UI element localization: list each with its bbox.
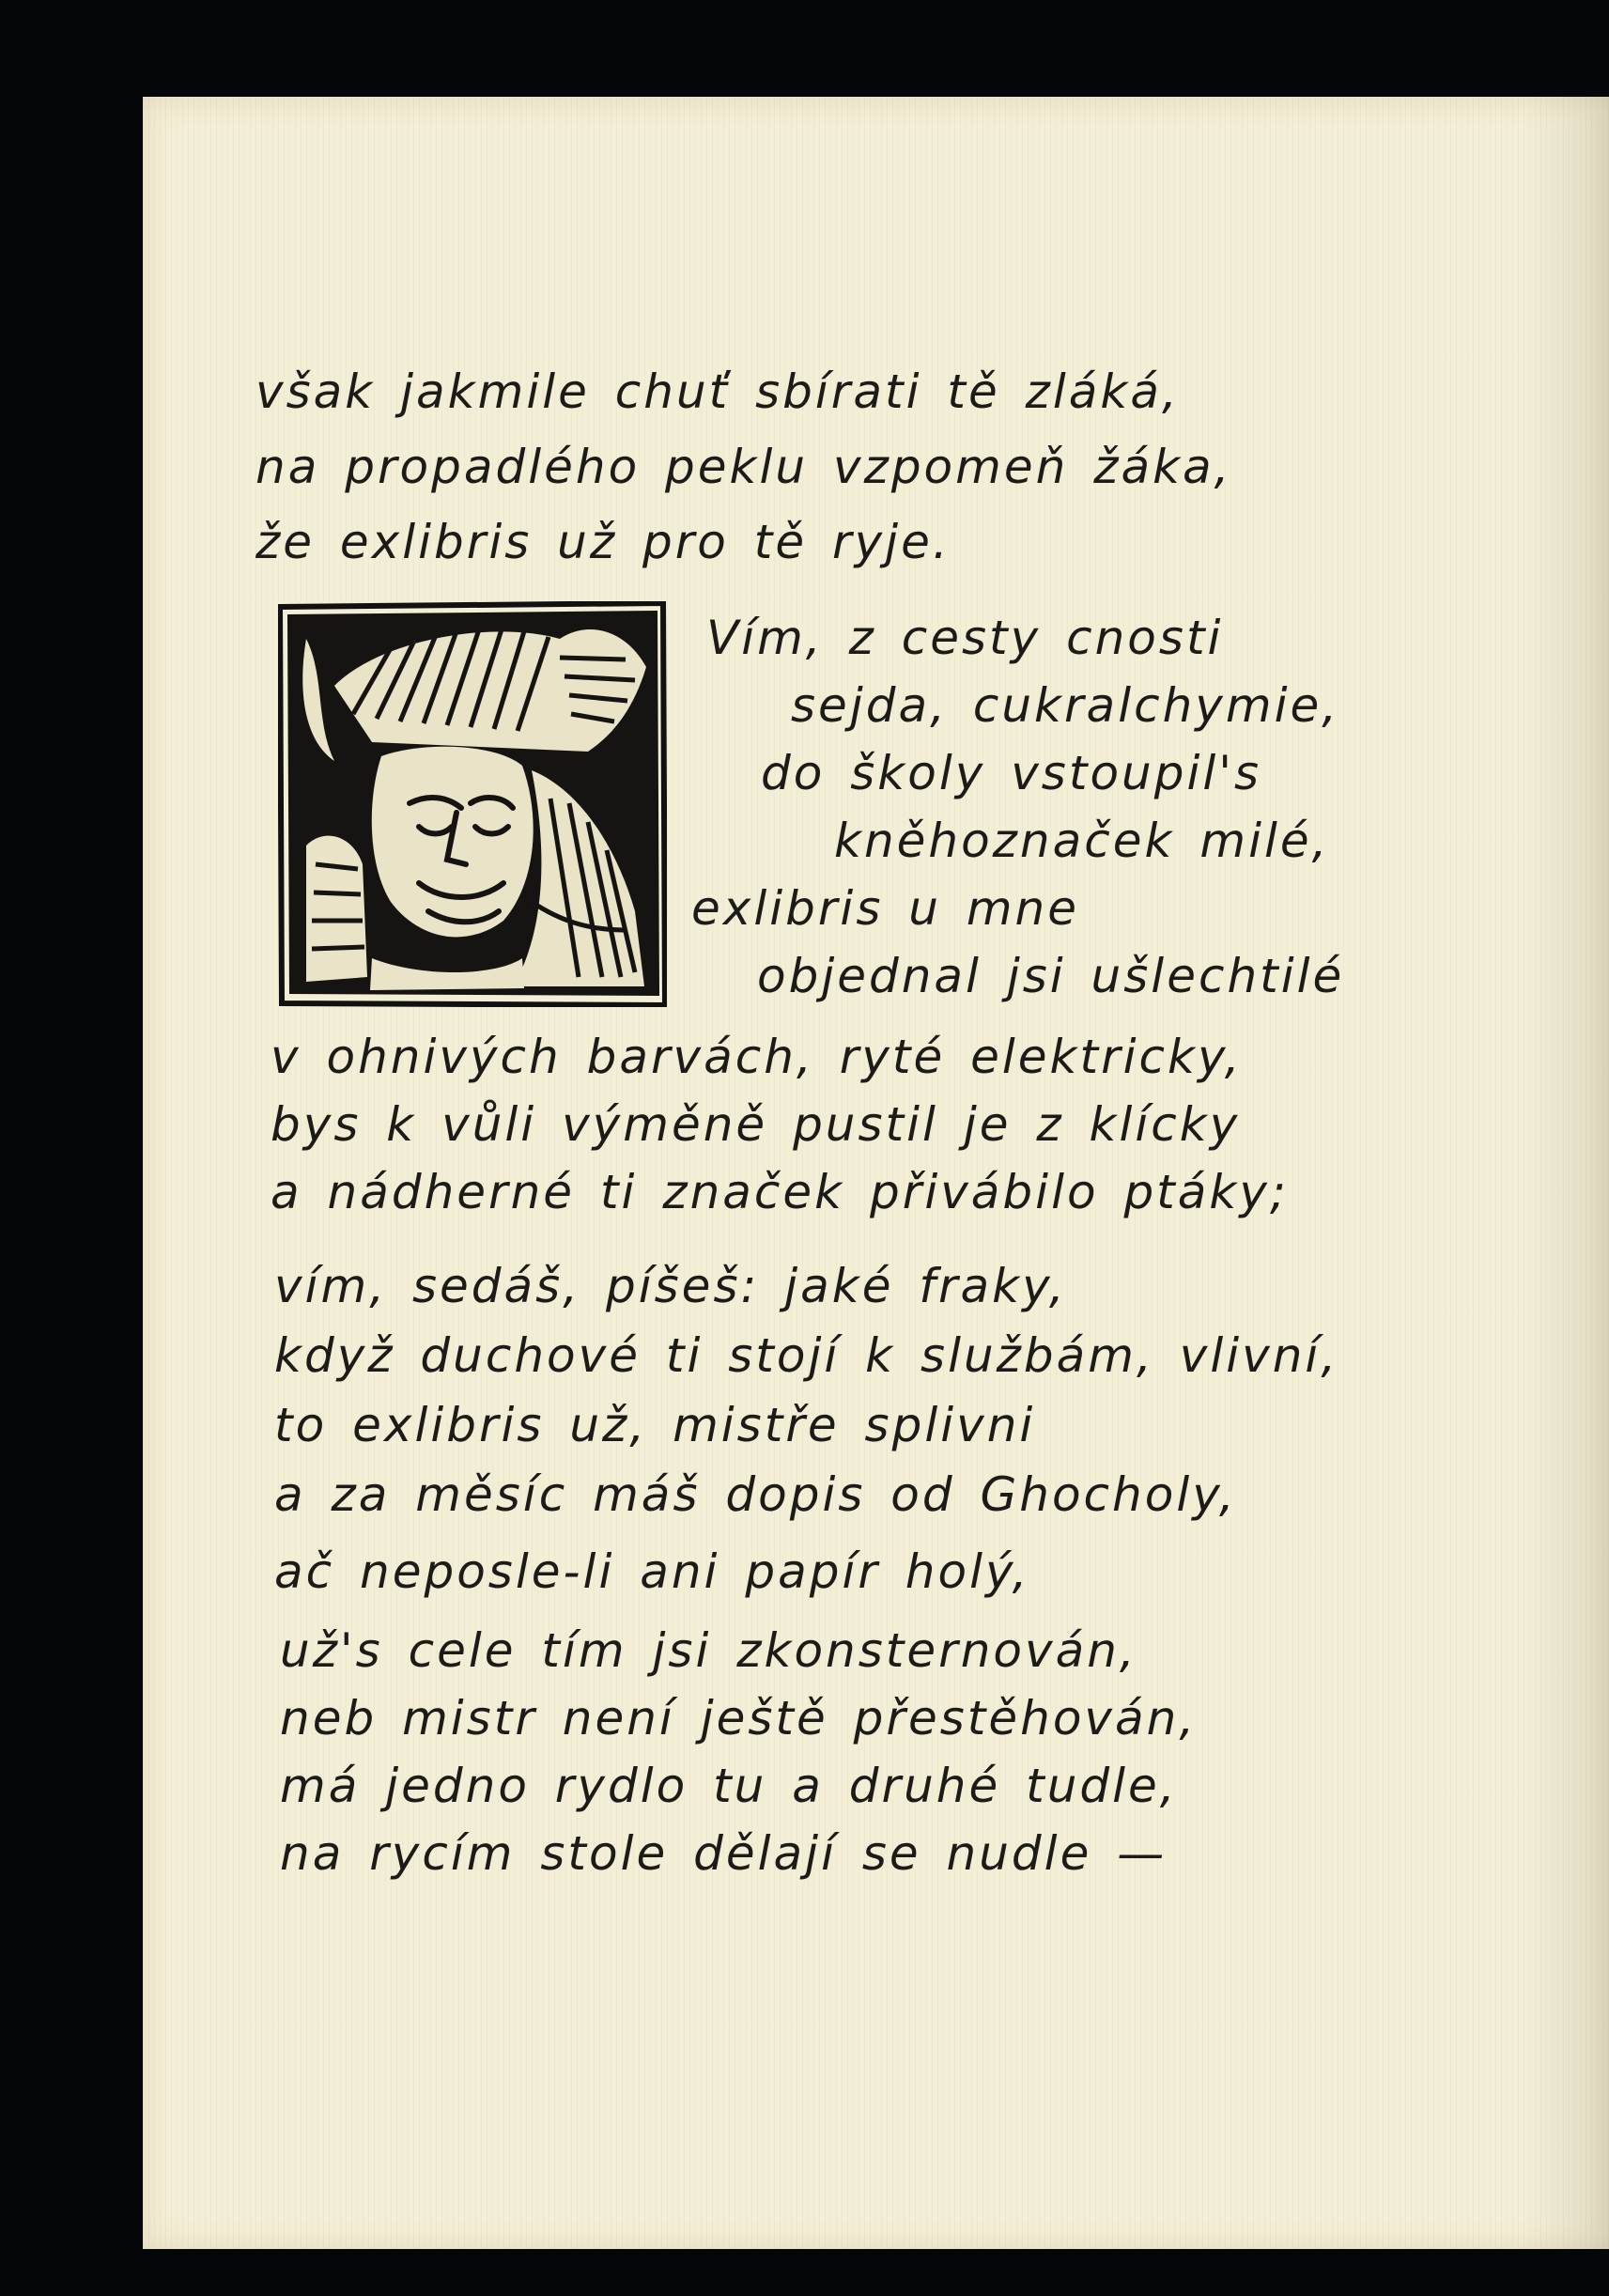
page-edge-shadow: [1524, 97, 1609, 2249]
poem-line: sejda, cukralchymie,: [791, 678, 1340, 733]
poem-line: však jakmile chuť sbírati tě zláká,: [255, 365, 1180, 419]
poem-line: a za měsíc máš dopis od Ghocholy,: [274, 1467, 1237, 1522]
poem-line: bys k vůli výměně pustil je z klícky: [271, 1097, 1241, 1152]
poem-line: když duchové ti stojí k službám, vlivní,: [274, 1328, 1339, 1383]
poem-line: už's cele tím jsi zkonsternován,: [280, 1623, 1137, 1678]
poem-line: objednal jsi ušlechtilé: [757, 949, 1345, 1003]
poem-line: to exlibris už, mistře splivni: [274, 1398, 1036, 1452]
poem-line: do školy vstoupil's: [761, 746, 1262, 800]
poem-line: vím, sedáš, píšeš: jaké fraky,: [274, 1259, 1067, 1313]
poem-line: exlibris u mne: [691, 881, 1080, 936]
poem-line: na rycím stole dělají se nudle —: [280, 1826, 1168, 1881]
poem-line: kněhoznaček milé,: [834, 814, 1330, 868]
poem-line: a nádherné ti značek přivábilo ptáky;: [271, 1165, 1289, 1219]
poem-line: neb mistr není ještě přestěhován,: [280, 1691, 1198, 1745]
poem-line: v ohnivých barvách, ryté elektricky,: [271, 1030, 1243, 1084]
poem-line: na propadlého peklu vzpomeň žáka,: [255, 440, 1232, 494]
poem-line: ač neposle-li ani papír holý,: [274, 1544, 1030, 1599]
poem-line: má jedno rydlo tu a druhé tudle,: [280, 1759, 1178, 1813]
woodcut-portrait-icon: [278, 601, 667, 1007]
poem-line: Vím, z cesty cnosti: [706, 611, 1224, 665]
poem-line: že exlibris už pro tě ryje.: [255, 515, 951, 569]
